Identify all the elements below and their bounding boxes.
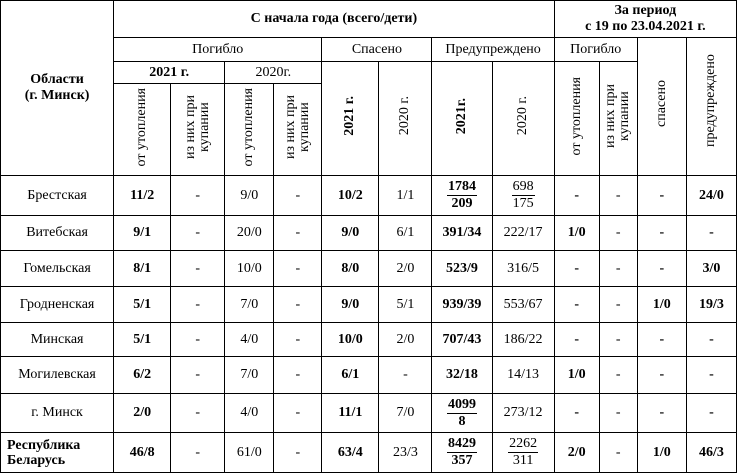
- cell: 7/0: [225, 357, 274, 394]
- cell: 11/1: [322, 394, 379, 433]
- cell: 14/13: [492, 357, 554, 394]
- cell: 19/3: [686, 287, 736, 323]
- fraction-top: 8429: [448, 436, 476, 451]
- cell: -: [171, 433, 225, 473]
- cell: 9/0: [225, 176, 274, 216]
- fraction-top: 4099: [448, 396, 476, 412]
- cell: -: [637, 216, 686, 251]
- cell: -: [599, 323, 637, 357]
- cell: 707/43: [432, 323, 492, 357]
- table-row: [1, 394, 737, 433]
- cell: 10/0: [225, 251, 274, 287]
- died-2021-header: 2021 г.: [114, 62, 225, 84]
- region-name: Гомельская: [1, 251, 114, 287]
- fraction-bottom: 311: [512, 453, 534, 468]
- region-name: Гродненская: [1, 287, 114, 323]
- cell: -: [274, 287, 322, 323]
- cell: 273/12: [492, 394, 554, 433]
- cell: [432, 433, 492, 473]
- cell: 23/3: [379, 433, 432, 473]
- prevented-2021-header: 2021г.: [432, 62, 492, 176]
- cell: 7/0: [225, 287, 274, 323]
- cell: -: [274, 216, 322, 251]
- cell: -: [274, 251, 322, 287]
- cell: -: [554, 323, 599, 357]
- cell: 6/1: [379, 216, 432, 251]
- cell: -: [274, 176, 322, 216]
- cell: -: [171, 357, 225, 394]
- cell: 2/0: [379, 251, 432, 287]
- cell: -: [554, 251, 599, 287]
- cell: 8/0: [322, 251, 379, 287]
- cell: -: [171, 176, 225, 216]
- cell: 316/5: [492, 251, 554, 287]
- cell: -: [379, 357, 432, 394]
- cell: 186/22: [492, 323, 554, 357]
- cell: [432, 394, 492, 433]
- cell: 2/0: [379, 323, 432, 357]
- cell: -: [554, 287, 599, 323]
- saved-2020-header: 2020 г.: [379, 62, 432, 176]
- cell: 1/0: [637, 433, 686, 473]
- cell: -: [599, 357, 637, 394]
- died-2020-drowning-header: от утопления: [225, 84, 274, 176]
- cell: -: [274, 357, 322, 394]
- cell: -: [171, 394, 225, 433]
- cell: -: [686, 216, 736, 251]
- cell: 1/1: [379, 176, 432, 216]
- table-row: [1, 216, 737, 251]
- period-died-header: Погибло: [554, 38, 637, 62]
- cell: -: [599, 433, 637, 473]
- region-name: Минская: [1, 323, 114, 357]
- cell: 6/1: [322, 357, 379, 394]
- cell: -: [686, 323, 736, 357]
- died-2020-header: 2020г.: [225, 62, 322, 84]
- cell: -: [554, 394, 599, 433]
- cell: 20/0: [225, 216, 274, 251]
- fraction-bottom: 175: [512, 196, 534, 211]
- table-row: [1, 251, 737, 287]
- cell: [492, 433, 554, 473]
- fraction-top: 1784: [448, 179, 476, 194]
- regions-header: Области (г. Минск): [1, 1, 114, 176]
- cell: -: [637, 323, 686, 357]
- cell: 32/18: [432, 357, 492, 394]
- cell: 24/0: [686, 176, 736, 216]
- cell: 5/1: [114, 287, 171, 323]
- fraction-top: 2262: [509, 436, 538, 451]
- cell: -: [637, 176, 686, 216]
- cell: 11/2: [114, 176, 171, 216]
- cell: [492, 176, 554, 216]
- period-saved-header: спасено: [637, 38, 686, 176]
- cell: -: [599, 216, 637, 251]
- table-row: [1, 357, 737, 394]
- cell: 3/0: [686, 251, 736, 287]
- cell: 1/0: [637, 287, 686, 323]
- cell: -: [637, 251, 686, 287]
- period-bathing-header: из них при купании: [599, 62, 637, 176]
- total-row: [1, 433, 737, 473]
- ytd-died-header: Погибло: [114, 38, 322, 62]
- total-label: Республика Беларусь: [1, 433, 114, 473]
- cell: -: [599, 394, 637, 433]
- cell: -: [171, 216, 225, 251]
- cell: 9/1: [114, 216, 171, 251]
- cell: 5/1: [114, 323, 171, 357]
- ytd-header: С начала года (всего/дети): [114, 1, 555, 38]
- cell: 2/0: [114, 394, 171, 433]
- died-2021-bathing-header: из них при купании: [171, 84, 225, 176]
- cell: -: [599, 251, 637, 287]
- cell: 61/0: [225, 433, 274, 473]
- cell: -: [274, 433, 322, 473]
- cell: -: [599, 176, 637, 216]
- cell: -: [599, 287, 637, 323]
- cell: -: [554, 176, 599, 216]
- cell: 46/3: [686, 433, 736, 473]
- table-row: [1, 176, 737, 216]
- cell: [432, 176, 492, 216]
- cell: 9/0: [322, 287, 379, 323]
- cell: -: [274, 394, 322, 433]
- period-drowning-header: от утопления: [554, 62, 599, 176]
- cell: 7/0: [379, 394, 432, 433]
- fraction-bottom: 209: [451, 196, 473, 211]
- cell: 4/0: [225, 394, 274, 433]
- cell: 9/0: [322, 216, 379, 251]
- cell: -: [686, 357, 736, 394]
- table-row: [1, 323, 737, 357]
- region-name: Витебская: [1, 216, 114, 251]
- saved-2021-header: 2021 г.: [322, 62, 379, 176]
- cell: 63/4: [322, 433, 379, 473]
- period-header: За период с 19 по 23.04.2021 г.: [554, 1, 736, 38]
- fraction-top: 698: [512, 179, 534, 194]
- period-prevented-header: предупреждено: [686, 38, 736, 176]
- cell: 8/1: [114, 251, 171, 287]
- cell: 2/0: [554, 433, 599, 473]
- ytd-prevented-header: Предупреждено: [432, 38, 554, 62]
- region-name: Могилевская: [1, 357, 114, 394]
- cell: -: [274, 323, 322, 357]
- cell: -: [171, 251, 225, 287]
- cell: 10/2: [322, 176, 379, 216]
- cell: 939/39: [432, 287, 492, 323]
- prevented-2020-header: 2020 г.: [492, 62, 554, 176]
- cell: 5/1: [379, 287, 432, 323]
- died-2021-drowning-header: от утопления: [114, 84, 171, 176]
- cell: 523/9: [432, 251, 492, 287]
- cell: 46/8: [114, 433, 171, 473]
- cell: 1/0: [554, 216, 599, 251]
- cell: -: [637, 394, 686, 433]
- cell: 391/34: [432, 216, 492, 251]
- region-name: г. Минск: [1, 394, 114, 433]
- table-row: [1, 287, 737, 323]
- cell: -: [171, 323, 225, 357]
- cell: 222/17: [492, 216, 554, 251]
- ytd-saved-header: Спасено: [322, 38, 432, 62]
- fraction-bottom: 8: [458, 413, 466, 429]
- died-2020-bathing-header: из них при купании: [274, 84, 322, 176]
- cell: 4/0: [225, 323, 274, 357]
- cell: 6/2: [114, 357, 171, 394]
- cell: -: [686, 394, 736, 433]
- cell: -: [637, 357, 686, 394]
- fraction-bottom: 357: [451, 453, 473, 468]
- cell: 10/0: [322, 323, 379, 357]
- cell: -: [171, 287, 225, 323]
- cell: 553/67: [492, 287, 554, 323]
- cell: 1/0: [554, 357, 599, 394]
- region-name: Брестская: [1, 176, 114, 216]
